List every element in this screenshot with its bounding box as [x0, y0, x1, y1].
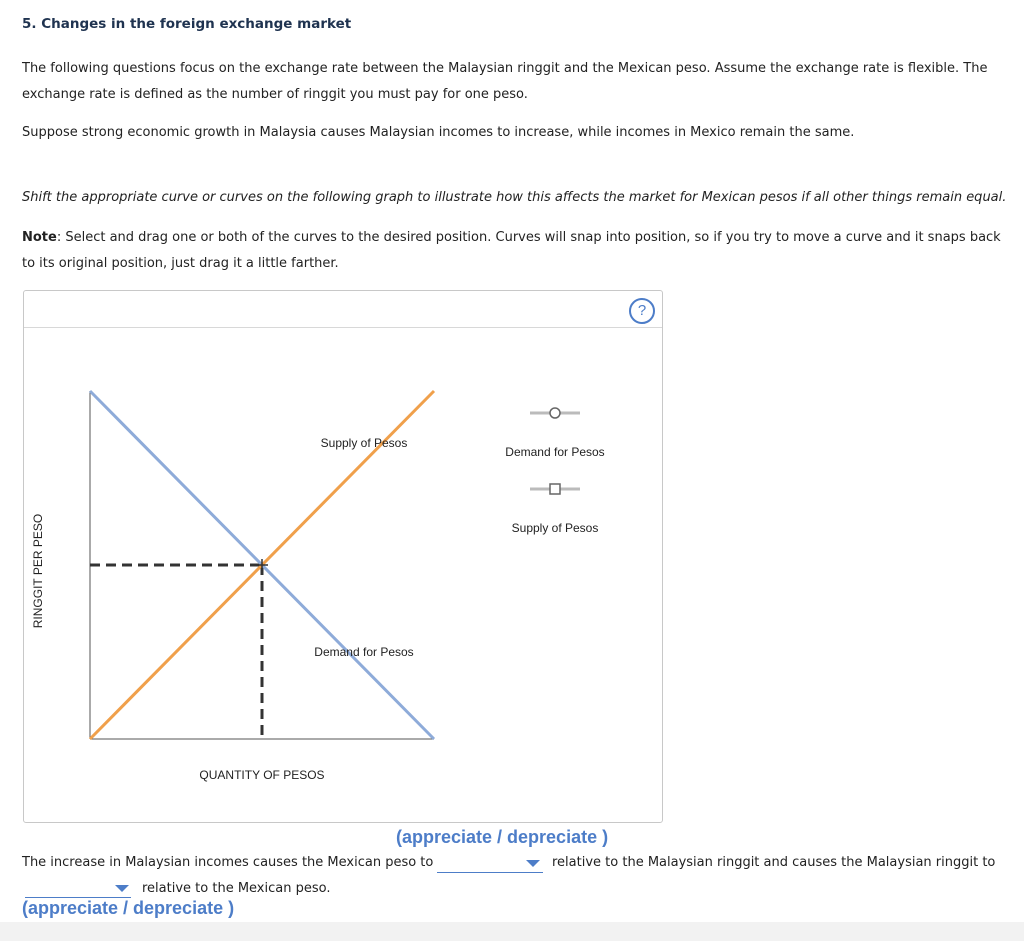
legend-supply-label: Supply of Pesos — [511, 521, 599, 535]
instruction-paragraph: Shift the appropriate curve or curves on the following graph to illustrate how this affects the market for Mexican pesos if all other things remain equal. — [22, 190, 1007, 205]
bottom-bar — [0, 922, 1024, 941]
graph-canvas — [24, 291, 662, 822]
answer-sentence-part2: relative to the Malaysian ringgit and causes the Malaysian ringgit to — [552, 855, 996, 870]
note-label: Note — [22, 230, 57, 245]
dropdown1-options: (appreciate / depreciate ) — [396, 827, 609, 847]
dropdown1-arrow-icon[interactable] — [526, 860, 540, 867]
scenario-paragraph: Suppose strong economic growth in Malaysia causes Malaysian incomes to increase, while incomes in Mexico remain the same. — [22, 125, 855, 140]
dropdown1-field[interactable] — [437, 872, 543, 873]
help-icon[interactable]: ? — [629, 298, 655, 324]
legend-demand-tool[interactable] — [505, 408, 604, 459]
dropdown2-arrow-icon[interactable] — [115, 885, 129, 892]
answer-sentence-part3: relative to the Mexican peso. — [142, 881, 331, 896]
demand-curve-label: Demand for Pesos — [314, 645, 414, 659]
note-paragraph — [22, 225, 1017, 277]
intro-paragraph: The following questions focus on the exchange rate between the Malaysian ringgit and the Mexican peso. Assume the exchange rate is flexible. The exchange rate is defined as the number of ringgit you must pay for one peso. — [22, 61, 988, 102]
dropdown2-options: (appreciate / depreciate ) — [22, 898, 235, 918]
question-title: 5. Changes in the foreign exchange market — [22, 16, 352, 32]
supply-curve-label: Supply of Pesos — [320, 436, 408, 450]
legend-demand-label: Demand for Pesos — [505, 445, 605, 459]
graph-panel — [23, 290, 663, 823]
y-axis-label: RINGGIT PER PESO — [31, 513, 45, 629]
demand-circle-icon — [550, 408, 560, 418]
legend-supply-tool[interactable] — [512, 484, 599, 535]
answer-sentence-part1: The increase in Malaysian incomes causes the Mexican peso to — [22, 855, 434, 870]
x-axis-label: QUANTITY OF PESOS — [199, 768, 325, 782]
supply-square-icon — [550, 484, 560, 494]
note-text: : Select and drag one or both of the curves to the desired position. Curves will snap into position, so if you try to move a curve and it snaps back to its original position, just drag it a little farther. — [22, 230, 1001, 271]
